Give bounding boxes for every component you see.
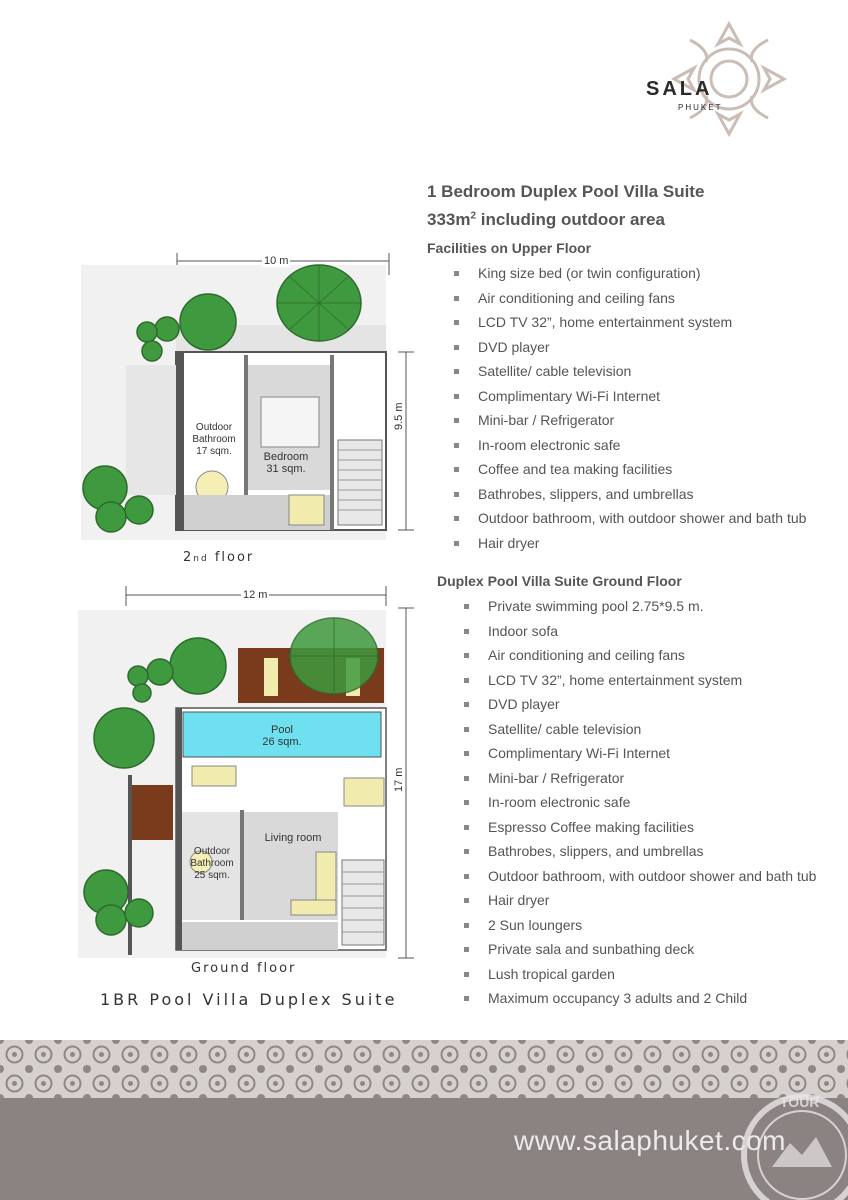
ground-floor-caption: Ground floor (191, 961, 297, 976)
area-value: 333m (427, 210, 471, 229)
upper-floor-heading: Facilities on Upper Floor (427, 240, 592, 256)
bath-label-line3: 17 sqm. (196, 446, 232, 457)
upper-item: Coffee and tea making facilities (452, 461, 806, 486)
ground-item: DVD player (462, 696, 816, 721)
ground-item: In-room electronic safe (462, 794, 816, 819)
ground-bath-line2: Bathroom (190, 858, 234, 869)
upper-item: Satellite/ cable television (452, 363, 806, 388)
ground-item: Outdoor bathroom, with outdoor shower and bath tub (462, 868, 816, 893)
ground-floor-plan (76, 580, 421, 970)
logo-brand: SALA (646, 78, 713, 100)
ground-item: Lush tropical garden (462, 966, 816, 991)
area-superscript: 2 (470, 210, 477, 222)
logo-subtitle: PHUKET (678, 103, 723, 112)
upper-floor-plan (76, 245, 421, 545)
ground-item: Maximum occupancy 3 adults and 2 Child (462, 990, 816, 1015)
area-rest: including outdoor area (476, 210, 665, 229)
ground-outdoor-bath-label (184, 846, 240, 882)
ground-width-label: 12 m (243, 589, 268, 601)
ground-item: Satellite/ cable television (462, 721, 816, 746)
upper-item: Bathrobes, slippers, and umbrellas (452, 486, 806, 511)
upper-item: Air conditioning and ceiling fans (452, 290, 806, 315)
caption-suffix: nd (193, 554, 209, 564)
pool-label-line1: Pool (270, 724, 294, 736)
ground-bath-line3: 25 sqm. (194, 870, 230, 881)
sala-phuket-logo (640, 20, 790, 138)
pool-label (252, 724, 312, 748)
upper-item: LCD TV 32”, home entertainment system (452, 314, 806, 339)
ground-item: Mini-bar / Refrigerator (462, 770, 816, 795)
ground-item: Private sala and sunbathing deck (462, 941, 816, 966)
upper-depth-label: 9.5 m (393, 402, 405, 430)
caption-number: 2 (183, 550, 194, 565)
ground-item: Air conditioning and ceiling fans (462, 647, 816, 672)
upper-outdoor-bath-label (186, 422, 242, 458)
upper-item: King size bed (or twin configuration) (452, 265, 806, 290)
caption-rest: floor (208, 550, 255, 565)
ground-bath-line1: Outdoor (193, 846, 231, 857)
suite-title: 1 Bedroom Duplex Pool Villa Suite (427, 182, 705, 201)
ground-item: 2 Sun loungers (462, 917, 816, 942)
upper-item: Hair dryer (452, 535, 806, 560)
bath-label-line1: Outdoor (195, 422, 233, 433)
bedroom-label (258, 451, 314, 475)
ground-item: Private swimming pool 2.75*9.5 m. (462, 598, 816, 623)
upper-floor-caption (183, 550, 254, 565)
plans-title: 1BR Pool Villa Duplex Suite (100, 990, 398, 1009)
ground-item: LCD TV 32”, home entertainment system (462, 672, 816, 697)
upper-width-label: 10 m (264, 255, 289, 267)
bedroom-label-line2: 31 sqm. (266, 463, 306, 475)
upper-item: DVD player (452, 339, 806, 364)
pool-label-line2: 26 sqm. (262, 736, 302, 748)
ground-item: Espresso Coffee making facilities (462, 819, 816, 844)
bath-label-line2: Bathroom (192, 434, 236, 445)
stamp-text: TOUR (780, 1094, 820, 1110)
ground-facilities-list (462, 598, 816, 1015)
upper-item: Outdoor bathroom, with outdoor shower and bath tub (452, 510, 806, 535)
tour-stamp-icon (720, 1085, 848, 1200)
upper-item: Mini-bar / Refrigerator (452, 412, 806, 437)
living-room-label: Living room (264, 832, 322, 844)
ground-depth-label: 17 m (393, 767, 405, 792)
suite-area (427, 210, 665, 230)
upper-item: In-room electronic safe (452, 437, 806, 462)
upper-facilities-list (452, 265, 806, 559)
ground-item: Hair dryer (462, 892, 816, 917)
website-url[interactable]: www.salaphuket.com (513, 1125, 786, 1156)
ground-floor-heading: Duplex Pool Villa Suite Ground Floor (437, 573, 682, 589)
ground-item: Complimentary Wi-Fi Internet (462, 745, 816, 770)
ground-item: Bathrobes, slippers, and umbrellas (462, 843, 816, 868)
ground-item: Indoor sofa (462, 623, 816, 648)
upper-item: Complimentary Wi-Fi Internet (452, 388, 806, 413)
bedroom-label-line1: Bedroom (263, 451, 309, 463)
